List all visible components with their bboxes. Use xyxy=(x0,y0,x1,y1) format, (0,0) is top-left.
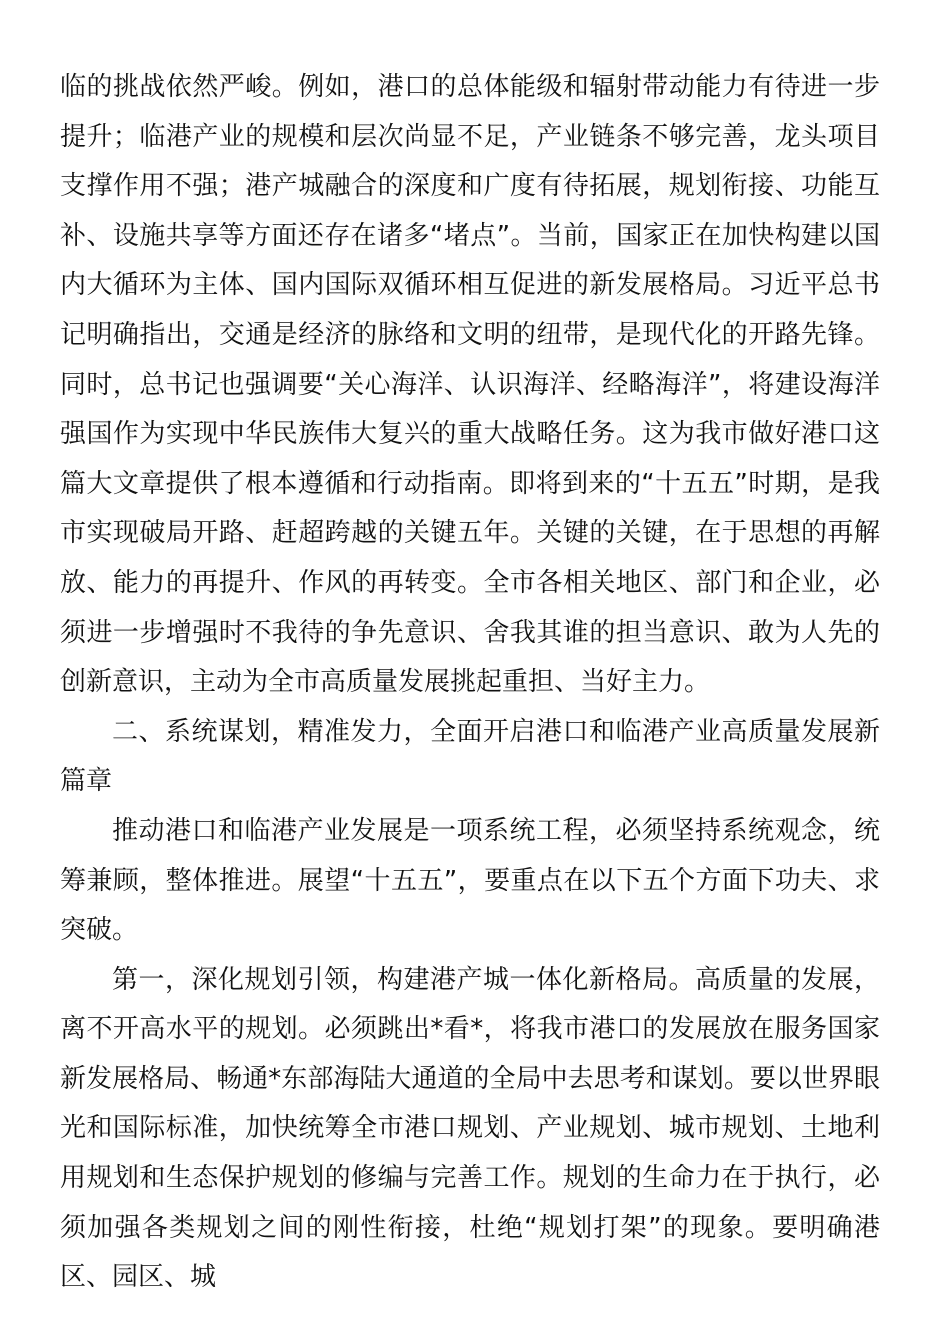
body-paragraph: 第一，深化规划引领，构建港产城一体化新格局。高质量的发展，离不开高水平的规划。必须跳出*看*，将我市港口的发展放在服务国家新发展格局、畅通*东部海陆大通道的全局中去思考和谋划。要以世界眼光和国际标准，加快统筹全市港口规划、产业规划、城市规划、土地利用规划和生态保护规划的修编与完善工作。规划的生命力在于执行，必须加强各类规划之间的刚性衔接，杜绝“规划打架”的现象。要明确港区、园区、城 xyxy=(60,964,880,1293)
section-heading: 二、系统谋划，精准发力，全面开启港口和临港产业高质量发展新篇章 xyxy=(60,716,880,797)
body-paragraph: 推动港口和临港产业发展是一项系统工程，必须坚持系统观念，统筹兼顾，整体推进。展望“十五五”，要重点在以下五个方面下功夫、求突破。 xyxy=(60,815,880,946)
body-paragraph-continued: 临的挑战依然严峻。例如，港口的总体能级和辐射带动能力有待进一步提升；临港产业的规模和层次尚显不足，产业链条不够完善，龙头项目支撑作用不强；港产城融合的深度和广度有待拓展，规划衔接、功能互补、设施共享等方面还存在诸多“堵点”。当前，国家正在加快构建以国内大循环为主体、国内国际双循环相互促进的新发展格局。习近平总书记明确指出，交通是经济的脉络和文明的纽带，是现代化的开路先锋。同时，总书记也强调要“关心海洋、认识海洋、经略海洋”，将建设海洋强国作为实现中华民族伟大复兴的重大战略任务。这为我市做好港口这篇大文章提供了根本遵循和行动指南。即将到来的“十五五”时期，是我市实现破局开路、赶超跨越的关键五年。关键的关键，在于思想的再解放、能力的再提升、作风的再转变。全市各相关地区、部门和企业，必须进一步增强时不我待的争先意识、舍我其谁的担当意识、敢为人先的创新意识，主动为全市高质量发展挑起重担、当好主力。 xyxy=(60,72,880,698)
document-body xyxy=(60,63,880,1303)
